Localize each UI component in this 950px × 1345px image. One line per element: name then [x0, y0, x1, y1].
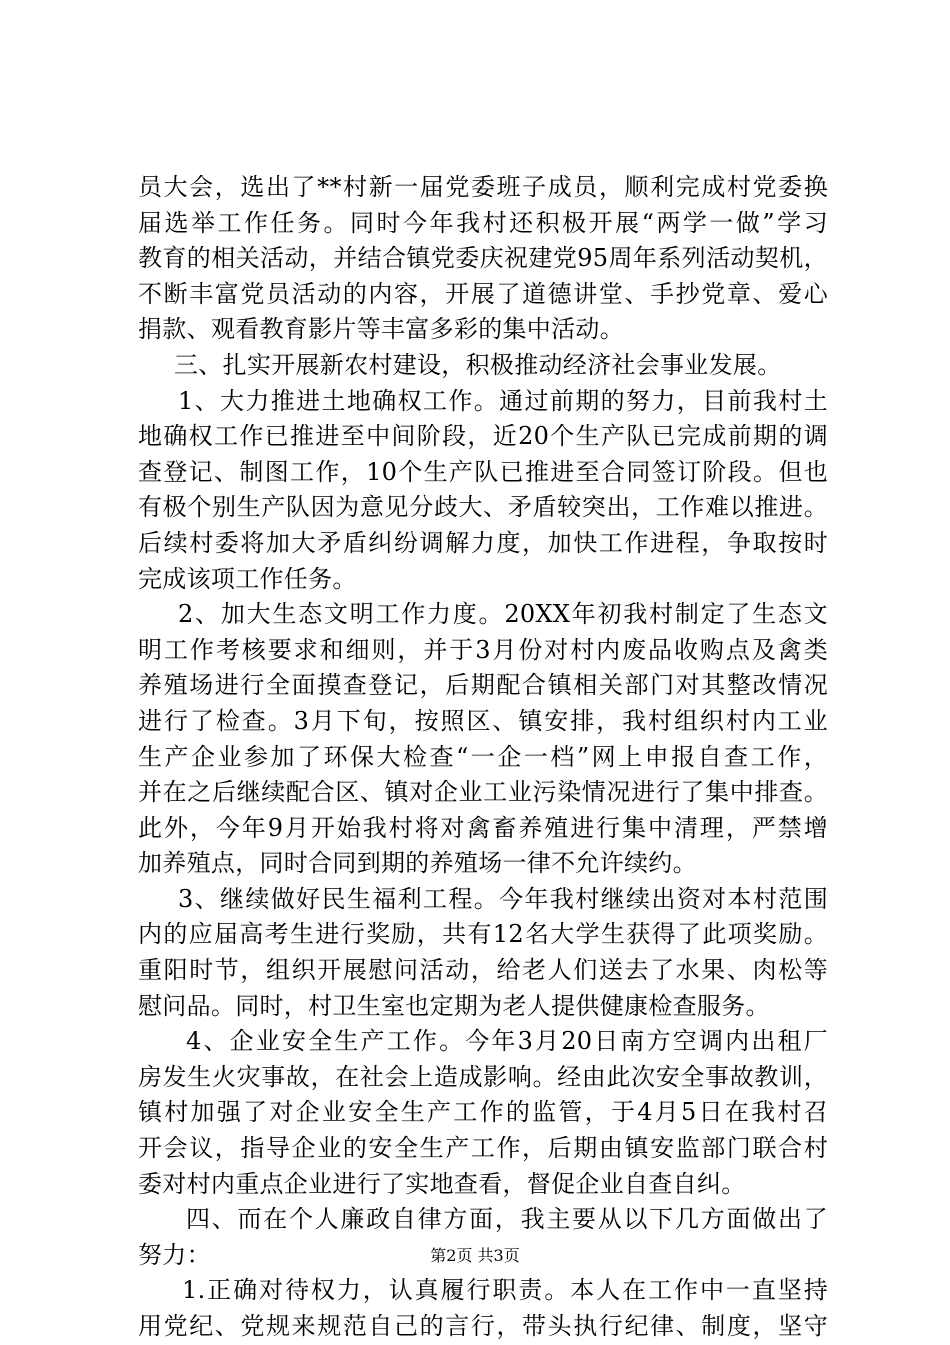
text-line: 员大会，选出了**村新一届党委班子成员，顺利完成村党委换	[138, 173, 828, 201]
text-line: 届选举工作任务。同时今年我村还积极开展“两学一做”学习	[138, 208, 828, 237]
text-line: 教育的相关活动，并结合镇党委庆祝建党95周年系列活动契机，	[138, 244, 828, 273]
text-line: 加养殖点，同时合同到期的养殖场一律不允许续约。	[138, 849, 697, 878]
text-line: 捐款、观看教育影片等丰富多彩的集中活动。	[138, 315, 624, 344]
text-line: 慰问品。同时，村卫生室也定期为老人提供健康检查服务。	[138, 991, 770, 1020]
text-line: 房发生火灾事故，在社会上造成影响。经由此次安全事故教训，	[138, 1062, 828, 1091]
text-line: 开会议，指导企业的安全生产工作，后期由镇安监部门联合村	[138, 1134, 828, 1163]
text-line: 2、加大生态文明工作力度。20XX年初我村制定了生态文	[178, 600, 828, 629]
text-line: 不断丰富党员活动的内容，开展了道德讲堂、手抄党章、爱心	[138, 279, 828, 308]
text-line: 内的应届高考生进行奖励，共有12名大学生获得了此项奖励。	[138, 920, 828, 949]
text-line: 重阳时节，组织开展慰问活动，给老人们送去了水果、肉松等	[138, 956, 828, 985]
text-line: 镇村加强了对企业安全生产工作的监管，于4月5日在我村召	[138, 1098, 828, 1127]
text-line: 3、继续做好民生福利工程。今年我村继续出资对本村范围	[178, 884, 828, 913]
text-line: 1.正确对待权力，认真履行职责。本人在工作中一直坚持	[182, 1276, 828, 1305]
text-line: 查登记、制图工作，10个生产队已推进至合同签订阶段。但也	[138, 457, 828, 486]
text-line: 养殖场进行全面摸查登记，后期配合镇相关部门对其整改情况	[138, 671, 828, 700]
text-line: 此外，今年9月开始我村将对禽畜养殖进行集中清理，严禁增	[138, 813, 828, 842]
text-line: 委对村内重点企业进行了实地查看，督促企业自查自纠。	[138, 1169, 746, 1198]
text-line: 三、扎实开展新农村建设，积极推动经济社会事业发展。	[174, 350, 782, 379]
text-line: 有极个别生产队因为意见分歧大、矛盾较突出，工作难以推进。	[138, 493, 828, 522]
text-line: 完成该项工作任务。	[138, 564, 357, 593]
text-line: 并在之后继续配合区、镇对企业工业污染情况进行了集中排查。	[138, 778, 828, 807]
text-line: 1、大力推进土地确权工作。通过前期的努力，目前我村土	[178, 386, 828, 415]
page-footer: 第2页 共3页	[430, 1246, 520, 1265]
text-line: 后续村委将加大矛盾纠纷调解力度，加快工作进程，争取按时	[138, 528, 828, 557]
text-line: 努力：	[138, 1240, 211, 1269]
text-line: 四、而在个人廉政自律方面，我主要从以下几方面做出了	[186, 1205, 828, 1234]
text-line: 用党纪、党规来规范自己的言行，带头执行纪律、制度，坚守	[138, 1312, 828, 1340]
text-line: 进行了检查。3月下旬，按照区、镇安排，我村组织村内工业	[138, 706, 828, 735]
text-line: 地确权工作已推进至中间阶段，近20个生产队已完成前期的调	[138, 422, 828, 451]
document-body	[138, 170, 828, 1345]
text-line: 4、企业安全生产工作。今年3月20日南方空调内出租厂	[186, 1027, 828, 1056]
text-line: 生产企业参加了环保大检查“一企一档”网上申报自查工作，	[138, 742, 828, 771]
text-line: 明工作考核要求和细则，并于3月份对村内废品收购点及禽类	[138, 635, 828, 664]
